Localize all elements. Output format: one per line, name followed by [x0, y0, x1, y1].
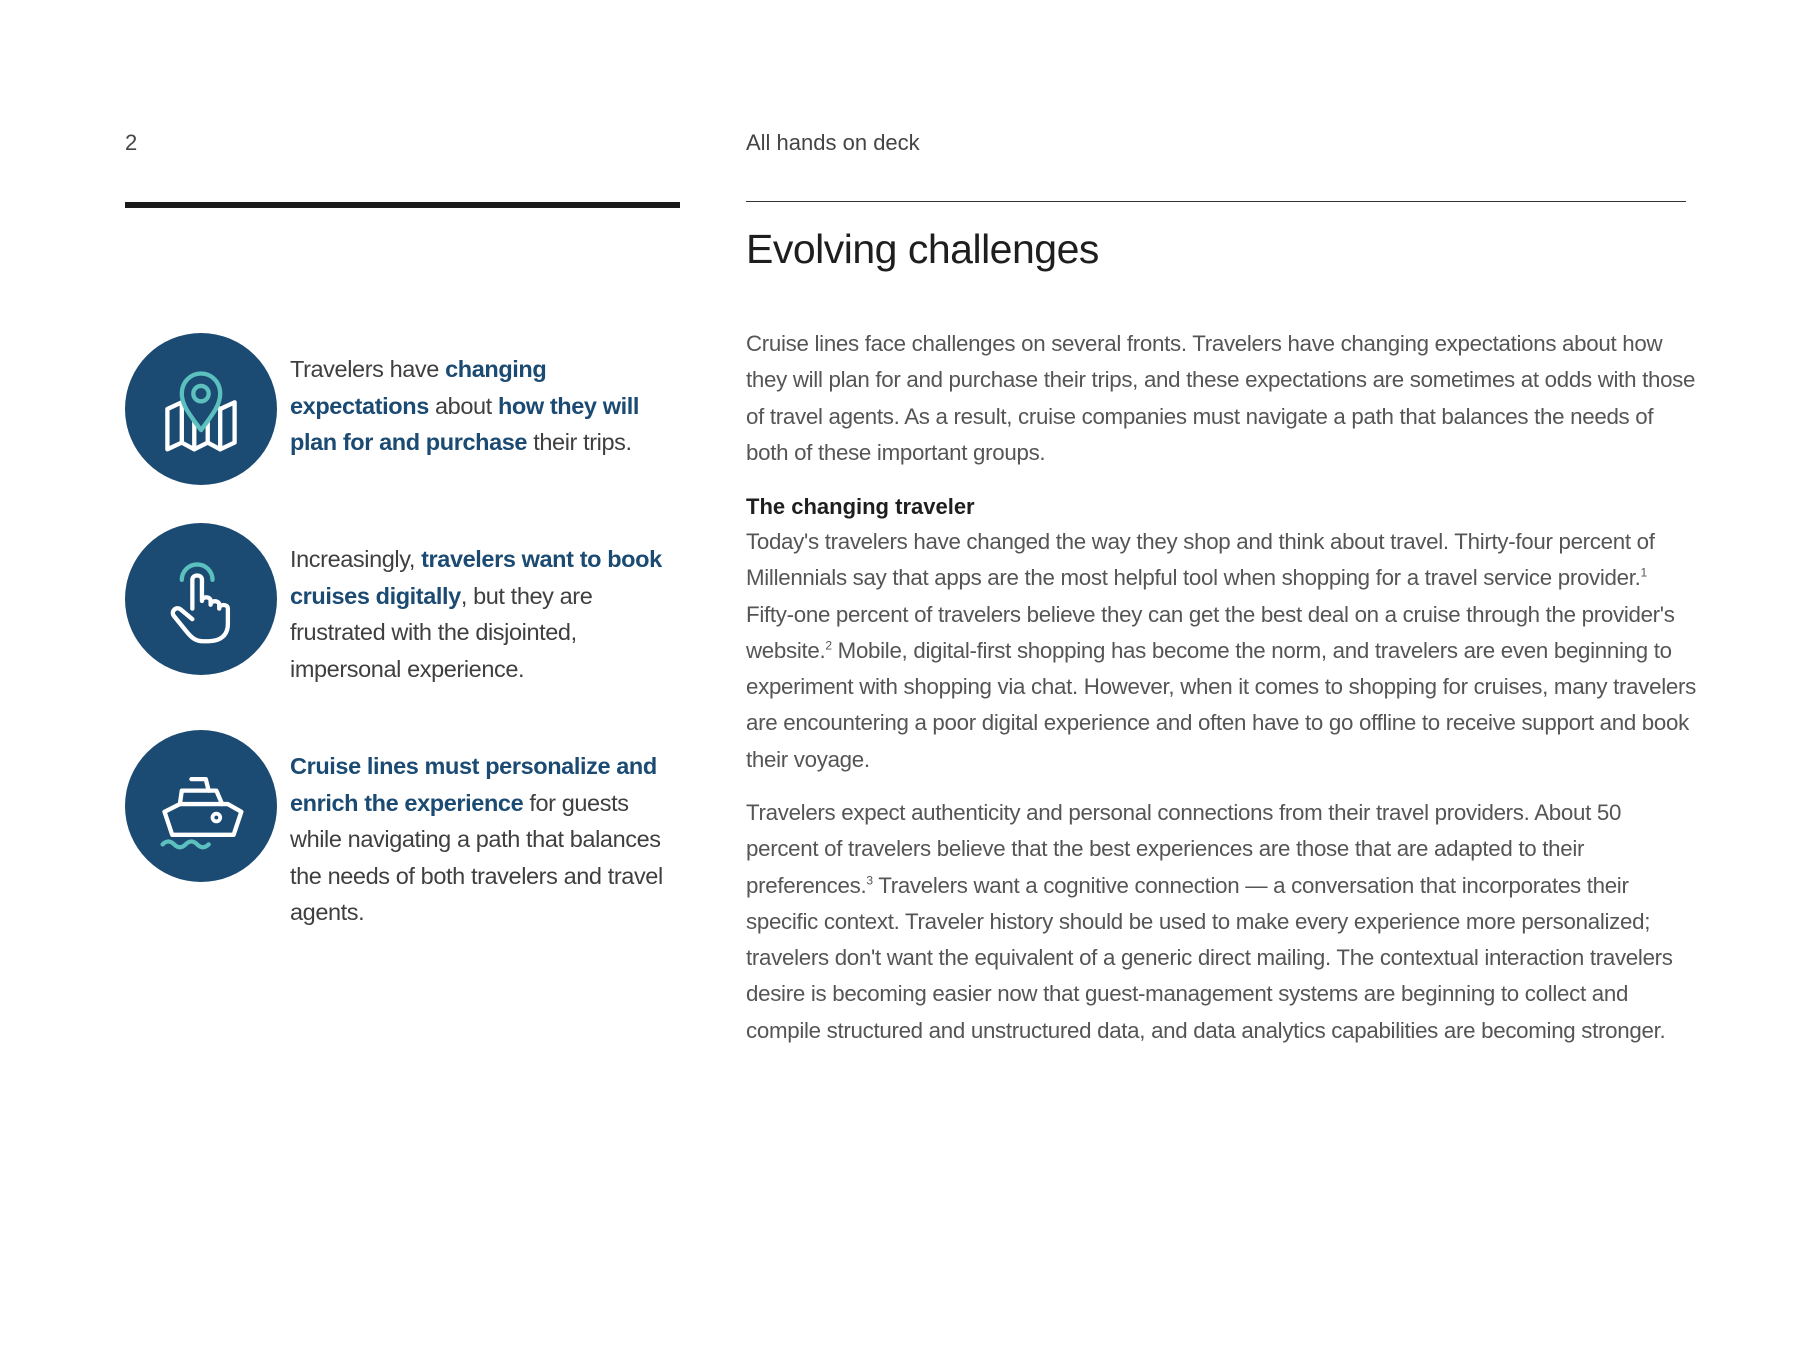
- sentence: Fifty-one percent of travelers believe they can get the best deal on a cruise through the provider's website.: [746, 601, 1675, 663]
- callout-text: [290, 748, 680, 931]
- cruise-ship-icon: [153, 758, 249, 854]
- right-divider-thin: [746, 201, 1686, 202]
- sentence: Today's travelers have changed the way they shop and think about travel. Thirty-four percent of Millennials say that apps are the most helpful tool when shopping for a travel service provider.: [746, 529, 1655, 591]
- paragraph-text: [746, 524, 1696, 778]
- callout-text-segment: , but they are frustrated with the disjointed, impersonal experience.: [290, 582, 593, 682]
- highlight-text: Cruise lines must personalize and enrich the experience: [290, 753, 657, 816]
- callout-text-segment: Travelers have: [290, 356, 446, 382]
- callout-personalize-experience: [125, 730, 685, 930]
- tap-hand-icon: [153, 551, 249, 647]
- page-number: 2: [125, 130, 138, 155]
- callout-icon-circle: [125, 730, 277, 882]
- sentence: Mobile, digital-first shopping has become the norm, and travelers are even beginning to experiment with shopping via chat. However, when it comes to shopping for cruises, many travelers are encountering a poor digital experience and often have to go offline to receive support and book their voyage.: [746, 637, 1696, 772]
- paragraph-text: [746, 795, 1696, 1049]
- callout-text-segment: their trips.: [527, 429, 632, 455]
- paragraph-authenticity: [746, 795, 1696, 1049]
- callout-book-digitally: [125, 523, 685, 683]
- footnote-ref: 3: [866, 873, 873, 888]
- callout-icon-circle: [125, 523, 277, 675]
- page-title: Evolving challenges: [746, 226, 1099, 272]
- sentence: Travelers expect authenticity and personal connections from their travel providers. About 50 percent of travelers believe that the best experiences are those that are adapted to their preferences.: [746, 800, 1622, 898]
- callout-text-segment: about: [428, 392, 498, 419]
- running-head: All hands on deck: [746, 130, 920, 155]
- sentence: Travelers want a cognitive connection — a conversation that incorporates their specific context. Traveler history should be used to make every experience more personalized; travelers don't want the equivalent of a generic direct mailing. The contextual interaction travelers desire is becoming easier now that guest-management systems are beginning to collect and compile structured and unstructured data, and data analytics capabilities are becoming stronger.: [746, 872, 1673, 1043]
- highlight-text: how they will plan for and purchase: [290, 392, 639, 455]
- highlight-text: travelers want to book cruises digitally: [290, 546, 662, 609]
- intro-paragraph: [746, 326, 1696, 471]
- callout-text-segment: for guests while navigating a path that balances the needs of both travelers and travel agents.: [290, 789, 663, 925]
- callout-changing-expectations: [125, 333, 685, 493]
- callout-icon-circle: [125, 333, 277, 485]
- footnote-ref: 2: [825, 638, 832, 653]
- callout-text: [290, 351, 680, 461]
- footnote-ref: 1: [1640, 565, 1647, 580]
- paragraph-changing-traveler: [746, 524, 1696, 778]
- callout-text: [290, 541, 680, 687]
- intro-text: Cruise lines face challenges on several fronts. Travelers have changing expectations about how they will plan for and purchase their trips, and these expectations are sometimes at odds with those of travel agents. As a result, cruise companies must navigate a path that balances the needs of both of these important groups.: [746, 331, 1696, 465]
- highlight-text: changing expectations: [290, 356, 547, 419]
- map-pin-icon: [153, 361, 249, 457]
- callout-text-segment: Increasingly,: [290, 546, 422, 572]
- left-divider-thick: [125, 202, 680, 208]
- section-subhead: The changing traveler: [746, 494, 975, 519]
